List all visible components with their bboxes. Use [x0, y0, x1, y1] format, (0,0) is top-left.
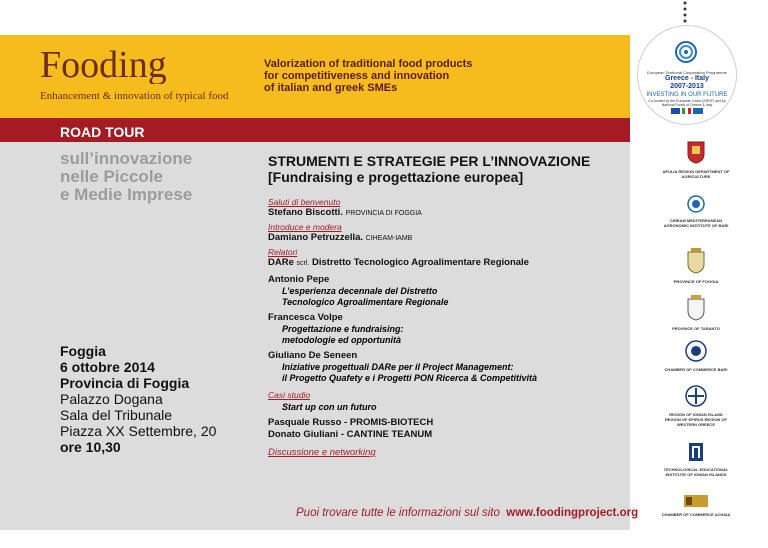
discussion-link: Discussione e networking [268, 447, 376, 458]
section-casi: Casi studio [268, 390, 311, 400]
speaker-name: Stefano Biscotti. [268, 207, 343, 218]
website-link[interactable]: www.foodingproject.org [506, 507, 639, 519]
speaker-org: PROVINCIA DI FOGGIA [345, 210, 422, 217]
event-hall: Sala del Tribunale [60, 407, 173, 423]
partner-taranto [661, 295, 731, 331]
project-subtitle [264, 58, 472, 94]
road-tour-label: ROAD TOUR [60, 124, 145, 140]
speaker-suffix: scrl. [296, 260, 310, 267]
section-relatori: Relatori [268, 247, 298, 257]
event-venue: Palazzo Dogana [60, 391, 163, 407]
partner-label: CHAMBER OF COMMERCE ACHAIA [661, 512, 731, 517]
badge-countries: Greece - Italy [665, 75, 709, 82]
badge-investing: INVESTING IN OUR FUTURE [646, 92, 728, 98]
event-time: ore 10,30 [60, 439, 121, 455]
partner-label: TECHNOLOGICAL EDUCATIONAL INSTITUTE OF IONIAN ISLANDS [663, 467, 729, 477]
programme-badge [637, 25, 737, 125]
tour-topic [60, 150, 192, 204]
badge-years: 2007-2013 [670, 83, 704, 90]
speaker-introduce [268, 232, 623, 245]
program-title [268, 153, 623, 185]
partner-label: REGION OF IONIAN ISLAND REGION OF EPIRUS REGION OF WESTERN GREECE [664, 412, 727, 427]
talk-deseneen-1: Iniziative progettuali DARe per il Project Management: [282, 362, 514, 372]
partner-greek-regions [661, 385, 731, 427]
talk-deseneen-2: il Progetto Quafety e i Progetti PON Ricerca & Competitività [282, 373, 538, 383]
speaker-saluti [268, 207, 623, 220]
event-province: Provincia di Foggia [60, 375, 190, 391]
partner-label: PROVINCE OF FOGGIA [673, 279, 719, 284]
flags-icon [671, 108, 703, 114]
casi-speaker-2: Donato Giuliani - CANTINE TEANUM [268, 429, 433, 440]
topic-line-3: e Medie Imprese [60, 185, 193, 204]
speaker-pepe: Antonio Pepe [268, 274, 330, 285]
partner-tei [661, 442, 731, 477]
speaker-deseneen: Giuliano De Seneen [268, 350, 358, 361]
regions-seal-icon [685, 385, 707, 407]
badge-fund-text: Co-funded by the European Union (ERDF) and by National Funds of Greece & Italy [648, 99, 726, 107]
chamber-achaia-icon [684, 495, 708, 507]
section-introduce: Introduce e modera [268, 222, 342, 232]
subtitle-line-2: for competitiveness and innovation [264, 70, 450, 82]
fooding-logo [40, 44, 240, 84]
footer-text: Puoi trovare tutte le informazioni sul sito [296, 507, 500, 519]
programme-spiral-icon [669, 40, 703, 64]
event-details [60, 343, 216, 455]
program [268, 153, 623, 458]
badge-programme-label: European Territorial Cooperation Programme [647, 70, 727, 75]
speaker-name: DARe [268, 257, 294, 268]
talk-pepe-2: Tecnologico Agroalimentare Regionale [282, 297, 449, 307]
casi-speaker-1: Pasquale Russo - PROMIS-BIOTECH [268, 417, 434, 428]
program-title-line-1: STRUMENTI E STRATEGIE PER L’INNOVAZIONE [268, 153, 591, 169]
talk-pepe-1: L’esperienza decennale del Distretto [282, 286, 438, 296]
partner-label: CIHEAM MEDITERRANEAN AGRONOMIC INSTITUTE OF BARI [663, 218, 729, 228]
subtitle-line-3: of italian and greek SMEs [264, 82, 398, 94]
logo-tagline: Enhancement & innovation of typical food [40, 90, 229, 102]
speaker-name: Damiano Petruzzella. [268, 232, 364, 243]
speaker-dare [268, 257, 623, 270]
partner-label: PROVINCE OF TARANTO [672, 326, 720, 331]
speaker-org: Distretto Tecnologico Agroalimentare Regionale [312, 257, 529, 268]
topic-line-1: sull’innovazione [60, 149, 193, 168]
speaker-volpe: Francesca Volpe [268, 312, 343, 323]
section-saluti: Saluti di benvenuto [268, 197, 341, 207]
talk-volpe-1: Progettazione e fundraising: [282, 324, 404, 334]
partner-chamber-bari [661, 340, 731, 372]
event-date: 6 ottobre 2014 [60, 359, 155, 375]
talk-volpe-2: metodologie ed opportunità [282, 335, 401, 345]
event-address: Piazza XX Settembre, 20 [60, 423, 217, 439]
coat-of-arms-icon [687, 295, 705, 321]
footer [296, 507, 638, 519]
ciheam-icon [687, 195, 705, 213]
partner-foggia [661, 248, 731, 284]
logo-text: Fooding [40, 44, 167, 84]
subtitle-line-1: Valorization of traditional food products [264, 58, 473, 70]
casi-title: Start up con un futuro [282, 402, 377, 412]
partner-chamber-achaia [661, 494, 731, 517]
chamber-seal-icon [685, 340, 707, 362]
partner-apulia [661, 140, 731, 179]
partner-label: APULIA REGION DEPARTMENT OF AGRICULTURE [662, 169, 730, 179]
tei-icon [688, 442, 704, 462]
coat-of-arms-icon [687, 140, 705, 164]
partner-ciheam [661, 195, 731, 228]
event-city: Foggia [60, 343, 106, 359]
topic-line-2: nelle Piccole [60, 167, 163, 186]
partner-label: CHAMBER OF COMMERCE BARI [664, 367, 728, 372]
coat-of-arms-icon [687, 248, 705, 274]
speaker-org: CIHEAM-IAMB [365, 235, 413, 242]
program-title-line-2: [Fundraising e progettazione europea] [268, 169, 524, 185]
badge-country-pair [644, 75, 730, 91]
